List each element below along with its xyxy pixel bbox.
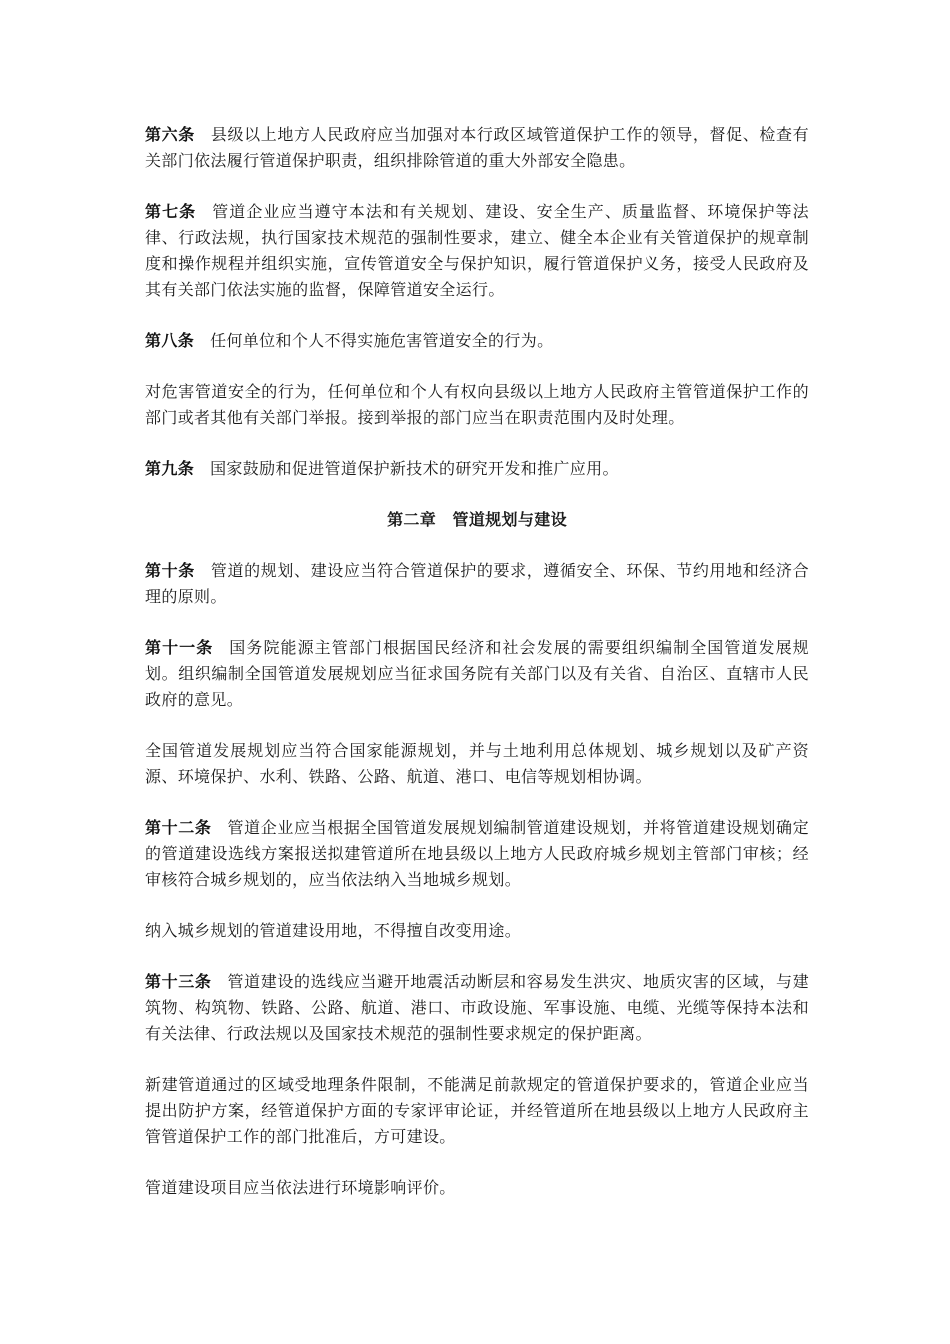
article-paragraph [145, 379, 809, 431]
article-heading: 第十二条 [145, 818, 212, 837]
article-paragraph [145, 328, 809, 354]
article-text: 管道建设的选线应当避开地震活动断层和容易发生洪灾、地质灾害的区域，与建筑物、构筑物、铁路、公路、航道、港口、市政设施、军事设施、电缆、光缆等保持本法和有关法律、行政法规以及国家技术规范的强制性要求规定的保护距离。 [145, 972, 809, 1043]
article-paragraph [145, 1175, 809, 1201]
article-heading: 第十条 [145, 561, 195, 580]
article-paragraph [145, 558, 809, 610]
article-text: 全国管道发展规划应当符合国家能源规划，并与土地利用总体规划、城乡规划以及矿产资源、环境保护、水利、铁路、公路、航道、港口、电信等规划相协调。 [145, 741, 809, 786]
chapter-title: 第二章 管道规划与建设 [387, 510, 567, 529]
article-paragraph [145, 738, 809, 790]
article-heading: 第十一条 [145, 638, 214, 657]
article-text: 管道的规划、建设应当符合管道保护的要求，遵循安全、环保、节约用地和经济合理的原则。 [145, 561, 809, 606]
article-text: 任何单位和个人不得实施危害管道安全的行为。 [210, 331, 554, 350]
article-paragraph [145, 635, 809, 713]
article-paragraph [145, 199, 809, 303]
article-heading: 第十三条 [145, 972, 212, 991]
article-text: 国务院能源主管部门根据国民经济和社会发展的需要组织编制全国管道发展规划。组织编制全国管道发展规划应当征求国务院有关部门以及有关省、自治区、直辖市人民政府的意见。 [145, 638, 809, 709]
article-text: 管道企业应当根据全国管道发展规划编制管道建设规划，并将管道建设规划确定的管道建设选线方案报送拟建管道所在地县级以上地方人民政府城乡规划主管部门审核；经审核符合城乡规划的，应当依法纳入当地城乡规划。 [145, 818, 809, 889]
article-paragraph [145, 969, 809, 1047]
article-text: 纳入城乡规划的管道建设用地，不得擅自改变用途。 [145, 921, 522, 940]
article-text: 管道建设项目应当依法进行环境影响评价。 [145, 1178, 456, 1197]
article-heading: 第八条 [145, 331, 195, 350]
article-heading: 第六条 [145, 125, 195, 144]
article-text: 国家鼓励和促进管道保护新技术的研究开发和推广应用。 [210, 459, 619, 478]
article-paragraph [145, 918, 809, 944]
article-paragraph [145, 815, 809, 893]
article-text: 对危害管道安全的行为，任何单位和个人有权向县级以上地方人民政府主管管道保护工作的部门或者其他有关部门举报。接到举报的部门应当在职责范围内及时处理。 [145, 382, 809, 427]
article-text: 新建管道通过的区域受地理条件限制，不能满足前款规定的管道保护要求的，管道企业应当提出防护方案，经管道保护方面的专家评审论证，并经管道所在地县级以上地方人民政府主管管道保护工作的部门批准后，方可建设。 [145, 1075, 809, 1146]
article-paragraph [145, 456, 809, 482]
article-text: 县级以上地方人民政府应当加强对本行政区域管道保护工作的领导，督促、检查有关部门依法履行管道保护职责，组织排除管道的重大外部安全隐患。 [145, 125, 809, 170]
article-heading: 第七条 [145, 202, 197, 221]
article-text: 管道企业应当遵守本法和有关规划、建设、安全生产、质量监督、环境保护等法律、行政法规，执行国家技术规范的强制性要求，建立、健全本企业有关管道保护的规章制度和操作规程并组织实施，宣传管道安全与保护知识，履行管道保护义务，接受人民政府及其有关部门依法实施的监督，保障管道安全运行。 [145, 202, 809, 299]
document-page [145, 122, 809, 1226]
article-heading: 第九条 [145, 459, 195, 478]
article-paragraph [145, 1072, 809, 1150]
article-paragraph [145, 122, 809, 174]
